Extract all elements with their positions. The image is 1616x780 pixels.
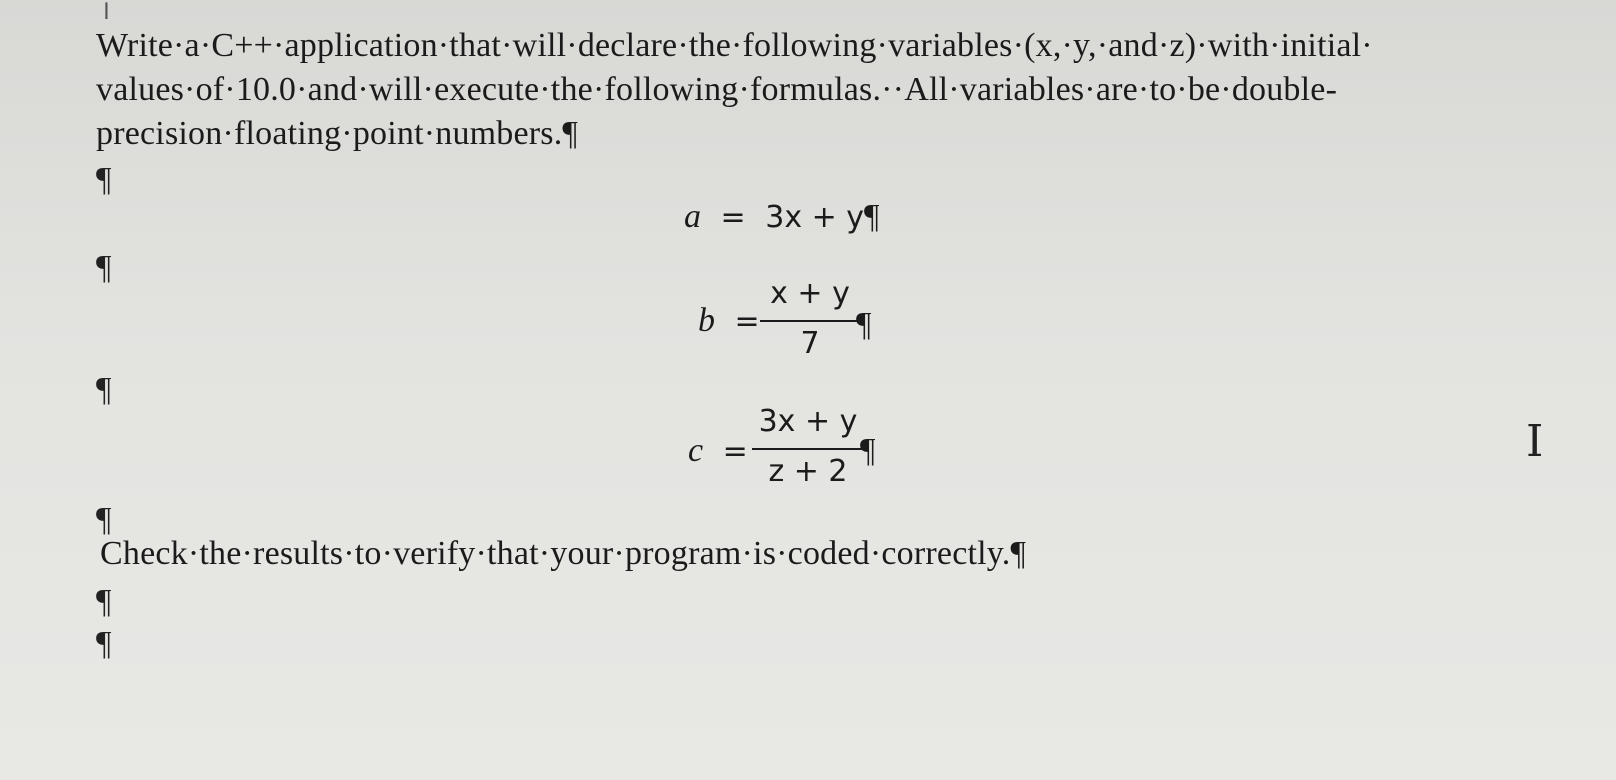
equation-b-denominator: 7 — [800, 326, 820, 361]
equation-b-end-mark: ¶ — [856, 306, 872, 343]
equation-c-lhs-group — [688, 432, 748, 470]
empty-paragraph-mark: ¶ — [96, 625, 112, 662]
equation-c-lhs: c — [688, 432, 704, 469]
intro-line-3: precision·floating·point·numbers.¶ — [96, 115, 579, 152]
intro-line-1: Write·a·C++·application·that·will·declare·the·following·variables·(x,·y,·and·z)·with·initial· — [96, 27, 1373, 64]
equation-a-end-mark: ¶ — [864, 198, 880, 235]
equation-a-equals: = — [720, 200, 746, 235]
paragraph-mark-top: ╷ — [98, 0, 115, 19]
equation-c-equals: = — [722, 434, 748, 469]
empty-paragraph-mark: ¶ — [96, 249, 112, 286]
equation-b-equals: = — [734, 304, 760, 339]
text-cursor-ibeam-icon: I — [1526, 416, 1544, 467]
equation-b-lhs: b — [698, 302, 715, 339]
equation-a-rhs: 3x + y — [765, 200, 865, 235]
equation-a — [684, 198, 879, 236]
equation-c-denominator: z + 2 — [768, 454, 848, 489]
equation-a-lhs: a — [684, 198, 701, 235]
closing-line: Check·the·results·to·verify·that·your·program·is·coded·correctly.¶ — [100, 535, 1027, 572]
equation-c-numerator: 3x + y — [758, 404, 858, 439]
empty-paragraph-mark: ¶ — [96, 501, 112, 538]
equation-b-lhs-group — [698, 302, 760, 340]
empty-paragraph-mark: ¶ — [96, 583, 112, 620]
equation-c-fraction-bar — [752, 448, 864, 450]
equation-b-fraction-bar — [760, 320, 860, 322]
empty-paragraph-mark: ¶ — [96, 161, 112, 198]
intro-line-2: values·of·10.0·and·will·execute·the·following·formulas.··All·variables·are·to·be·double- — [96, 71, 1338, 108]
empty-paragraph-mark: ¶ — [96, 371, 112, 408]
equation-c-end-mark: ¶ — [860, 432, 876, 469]
equation-b-numerator: x + y — [770, 276, 850, 311]
